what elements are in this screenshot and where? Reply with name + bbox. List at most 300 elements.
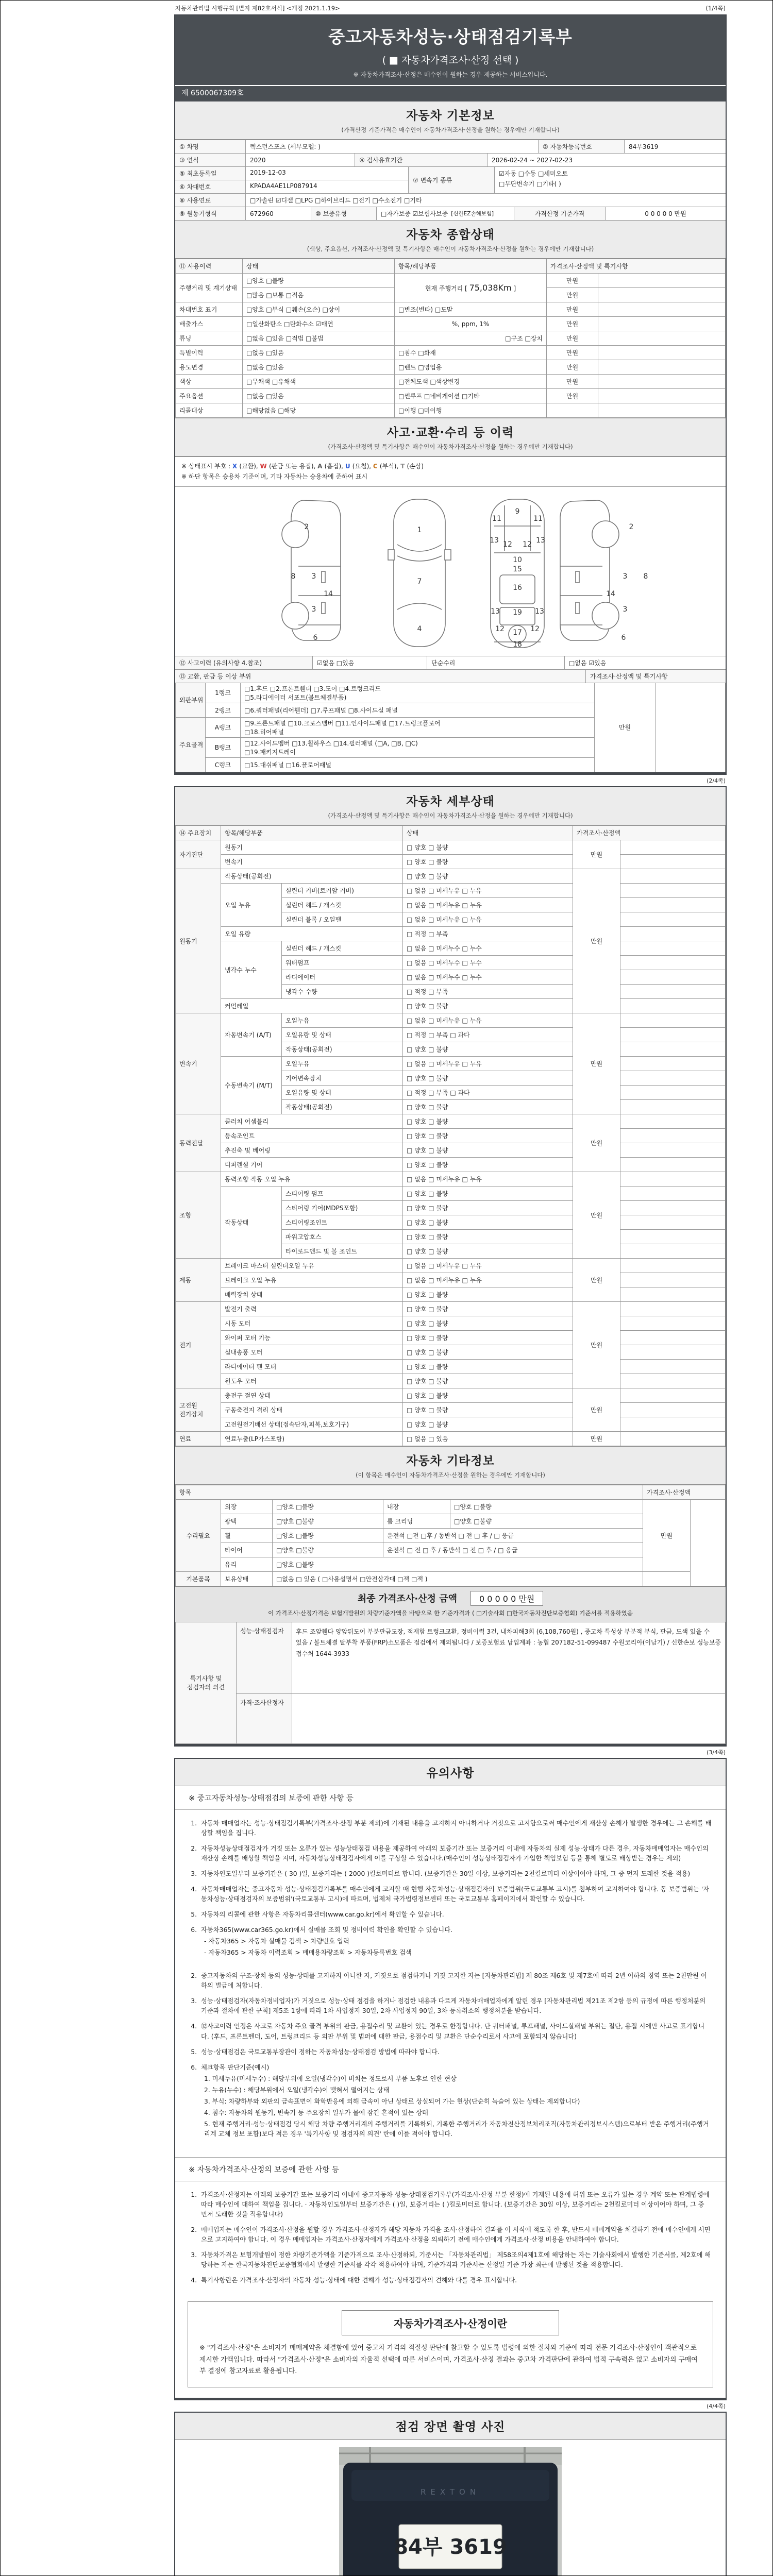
detail-subitem: 냉각수 수량: [282, 984, 403, 998]
notice-text: ⑫사고이력 인정은 사고로 자동차 주요 골격 부위의 판금, 용접수리 및 교환이 있는 경우로 한정합니다. 단 쿼터패널, 루프패널, 사이드실패널 부위는 절단, 용접 시에만 사고로 표기합니다. (후드, 프론트펜더, 도어, 트렁크리드 등 외판 부위 및 범퍼에 대한 판금, 용접수리 및 교환은 단순수리로서 사고에 포함되지 않습니다): [201, 2023, 705, 2040]
detail-note: [620, 1157, 726, 1172]
detail-note: [620, 1056, 726, 1071]
rank-1-parts[interactable]: □1.후드 □2.프론트휀더 □3.도어 □4.트렁크리드 □5.라디에이터 서포트(볼트체결부품): [241, 683, 595, 703]
detail-note: [620, 1359, 726, 1374]
notice-number: 4.: [191, 2023, 197, 2030]
notices-s2-title: ※ 자동차가격조사·산정의 보증에 관한 사항 등: [175, 2157, 726, 2181]
rank-1-label: 1랭크: [206, 683, 241, 703]
detail-note: [620, 883, 726, 897]
detail-subitem: 워터펌프: [282, 955, 403, 970]
detail-note: [620, 1316, 726, 1330]
misc-interior-state[interactable]: □양호 □불량: [450, 1499, 643, 1514]
special-history-state[interactable]: □없음 □있음: [243, 346, 395, 360]
document: [174, 0, 727, 2576]
detail-item: 와이퍼 모터 기능: [221, 1330, 403, 1345]
accident-history-state[interactable]: ☑없음 □있음: [313, 656, 427, 669]
notice-number: 2.: [191, 1844, 197, 1852]
diagram-part-number: 3: [311, 605, 316, 614]
diagram-part-number: 6: [313, 633, 318, 642]
vin-value: KPADA4AE1LP087914: [250, 182, 317, 190]
detail-state-options[interactable]: □ 없음 □ 미세누유 □ 누유: [403, 1013, 573, 1027]
detail-state-options[interactable]: □ 양호 □ 불량: [403, 1114, 573, 1128]
mileage-note-2: [598, 288, 726, 302]
detail-state-options[interactable]: □ 양호 □ 불량: [403, 1417, 573, 1431]
section-comp-header: [175, 220, 726, 259]
detail-note: [620, 1013, 726, 1027]
misc-holding-state[interactable]: □없음 □ 있음 ( □사용설명서 □안전삼각대 □잭 □잭 ): [273, 1571, 643, 1586]
notice-number: 6.: [191, 2063, 197, 2071]
transmission-options-2[interactable]: □무단변속기 □기타( ): [499, 180, 561, 188]
detail-item: 실내송풍 모터: [221, 1345, 403, 1359]
detail-state-options[interactable]: □ 양호 □ 불량: [403, 1345, 573, 1359]
misc-col-price: 가격조사·산정액: [643, 1485, 726, 1499]
section-accident-header: [175, 418, 726, 456]
detail-state-options[interactable]: □ 양호 □ 불량: [403, 998, 573, 1013]
detail-item: 시동 모터: [221, 1316, 403, 1330]
comprehensive-state-table: [175, 259, 726, 418]
legend-code-W: W: [260, 463, 269, 470]
gas-values: %, ppm, 1%: [395, 317, 547, 331]
rank-c-parts[interactable]: □15.대쉬패널 □16.플로어패널: [241, 757, 595, 772]
mileage-current: 현재 주행거리 [ 75,038Km ]: [395, 274, 547, 302]
vin-mark-state[interactable]: □양호 □부식 □훼손(오손) □상이: [243, 302, 395, 317]
rank-2-label: 2랭크: [206, 703, 241, 717]
mileage-label: 주행거리 및 계기상태: [176, 274, 243, 302]
detail-group-연료: 연료: [176, 1431, 221, 1446]
notices-title: 유의사항: [426, 1766, 475, 1780]
diagram-part-number: 7: [417, 577, 422, 586]
misc-exterior-state[interactable]: □양호 □불량: [273, 1499, 383, 1514]
diagram-part-number: 9: [515, 507, 520, 516]
detail-item: 변속기: [221, 854, 403, 869]
diagram-part-number: 16: [513, 583, 522, 592]
detail-state-options[interactable]: □ 없음 □ 미세누수 □ 누수: [403, 941, 573, 955]
detail-note: [620, 840, 726, 854]
detail-state-options[interactable]: □ 양호 □ 불량: [403, 1157, 573, 1172]
notice-number: 6.: [191, 1926, 197, 1934]
color-state[interactable]: □무채색 □유채색: [243, 375, 395, 389]
detail-state-options[interactable]: □ 양호 □ 불량: [403, 1071, 573, 1085]
law-header: 자동차관리법 시행규칙 [별지 제82호서식] <개정 2021.1.19>: [175, 5, 340, 12]
detail-price: 만원: [573, 1013, 620, 1114]
vin-mark-item[interactable]: □변조(변타) □도말: [395, 302, 547, 317]
fuel-label: ⑧ 사용연료: [175, 194, 246, 207]
mileage-state-1[interactable]: □양호 □불량: [243, 274, 395, 288]
car-name-value: 렉스턴스포츠 (세부모델: ): [246, 140, 539, 153]
detail-state-options[interactable]: □ 없음 □ 있음: [403, 1431, 573, 1446]
transmission-options-1[interactable]: ☑자동 □수동 □세미오토: [499, 170, 568, 177]
notices-s1-title: ※ 중고자동차성능·상태점검의 보증에 관한 사항 등: [175, 1786, 726, 1810]
detail-note: [620, 1244, 726, 1258]
comp-col-item: 항목/해당부품: [395, 259, 547, 274]
law-header-line: [174, 3, 727, 14]
notice-number: 2.: [191, 2226, 197, 2234]
detail-state-options[interactable]: □ 없음 □ 미세누유 □ 누유: [403, 1258, 573, 1273]
doc-number: 제 6500067309호: [175, 86, 726, 101]
section-detail-header: [175, 787, 726, 825]
detail-state-options[interactable]: □ 없음 □ 미세누수 □ 누수: [403, 955, 573, 970]
mileage-value: 75,038Km: [469, 283, 512, 293]
detail-item: 작동상태(공회전): [221, 869, 403, 883]
section-misc-header: [175, 1446, 726, 1485]
page-marker-3: (3/4쪽): [707, 1749, 726, 1756]
comp-col-state: 상태: [243, 259, 395, 274]
diagram-part-number: 12: [523, 540, 532, 549]
doc-title-sub: ( ■ 자동차가격조사·산정 선택 ): [382, 55, 519, 66]
detail-state-options[interactable]: □ 없음 □ 미세누유 □ 누유: [403, 912, 573, 926]
detail-state-options[interactable]: □ 양호 □ 불량: [403, 1143, 573, 1157]
notice-item: [189, 1910, 712, 1920]
notice-text: 성능·상태점검은 국토교통부장관이 정하는 자동차성능·상태점검 방법에 따라야 합니다.: [201, 2048, 440, 2056]
detail-item: 브레이크 마스터 실린더오일 누유: [221, 1258, 403, 1273]
misc-basic-price: [643, 1571, 691, 1586]
detail-state-options[interactable]: □ 없음 □ 미세누유 □ 누유: [403, 897, 573, 912]
detail-item: 발전기 출력: [221, 1301, 403, 1316]
notice-text: 자동차매매업자는 중고자동차 성능·상태점검기록부를 매수인에게 고지할 때 현행 자동차성능·상태점검자의 보증범위(국토교통부 고시)를 첨부하여 고지하여야 합니다. 동 보증범위는 '자동차성능·상태점검자의 보증범위'(국토교통부 고시)에 따르며, 법제처 국가법령정보센터 또는 국토교통부 홈페이지에서 확인할 수 있습니다.: [201, 1886, 710, 1903]
detail-note: [620, 1085, 726, 1099]
detail-subitem: 기어변속장치: [282, 1071, 403, 1085]
fuel-options[interactable]: □가솔린 ☑디젤 □LPG □하이브리드 □전기 □수소전기 □기타: [250, 197, 422, 204]
detail-note: [620, 1258, 726, 1273]
detail-state-options[interactable]: □ 적정 □ 부족 □ 과다: [403, 1027, 573, 1042]
year-value: 2020: [246, 154, 355, 166]
rank-2-parts[interactable]: □6.쿼터패널(리어휀더) □7.루프패널 □8.사이드실 패널: [241, 703, 595, 717]
recall-state[interactable]: □해당없음 □해당: [243, 403, 395, 418]
detail-item: 브레이크 오일 누유: [221, 1273, 403, 1287]
misc-polish-state[interactable]: □양호 □불량: [273, 1514, 383, 1528]
detail-state-options[interactable]: □ 양호 □ 불량: [403, 1316, 573, 1330]
detail-note: [620, 912, 726, 926]
diagram-part-number: 12: [530, 624, 540, 633]
notice-item: [189, 1971, 712, 1991]
misc-tire-state[interactable]: □양호 □불량: [273, 1543, 383, 1557]
detail-note: [620, 1128, 726, 1143]
detail-state-options[interactable]: □ 없음 □ 미세누유 □ 누유: [403, 1172, 573, 1186]
rank-header-row: [175, 669, 726, 683]
simple-repair-state[interactable]: □없음 ☑있음: [569, 659, 607, 667]
detail-state-options[interactable]: □ 양호 □ 불량: [403, 1200, 573, 1215]
vin-mark-note: [598, 302, 726, 317]
detail-state-options[interactable]: □ 양호 □ 불량: [403, 1388, 573, 1402]
detail-item-group: 자동변속기 (A/T): [221, 1013, 282, 1056]
misc-group-repair: 수리필요: [176, 1499, 221, 1571]
legend-label: (손상): [407, 463, 424, 470]
basic-row-5: [175, 207, 726, 220]
inspection-value: 2026-02-24 ~ 2027-02-23: [492, 156, 573, 164]
misc-price: 만원: [643, 1499, 691, 1571]
notices-s2-list: [175, 2181, 726, 2293]
final-price-note[interactable]: 이 가격조사·산정가격은 보험개발원의 차량기준가액을 바탕으로 한 기준가격과 ( □기술사회 □한국자동차진단보증협회) 기준서를 적용하였음: [268, 1609, 633, 1617]
recall-item[interactable]: □이행 □미이행: [395, 403, 547, 418]
detail-state-options[interactable]: □ 양호 □ 불량: [403, 1301, 573, 1316]
detail-state-options[interactable]: □ 적정 □ 부족: [403, 984, 573, 998]
diagram-part-number: 14: [324, 589, 333, 598]
legend-code-U: U: [345, 463, 352, 470]
final-price-strip: [175, 1586, 726, 1622]
appraiser-opinion: [292, 1693, 726, 1743]
detail-note: [620, 1330, 726, 1345]
section-misc-title: 자동차 기타정보: [406, 1454, 495, 1468]
notice-item: [189, 2063, 712, 2139]
notice-number: 4.: [191, 1886, 197, 1893]
car-name-label: ① 차명: [175, 140, 246, 153]
detail-note: [620, 998, 726, 1013]
detail-state-options[interactable]: □ 없음 □ 미세누유 □ 누유: [403, 883, 573, 897]
misc-table: [175, 1485, 726, 1586]
notice-text: 자동차성능상태점검자가 거짓 또는 오류가 있는 성능상태점검 내용을 제공하여 아래의 보증기간 또는 보증거리 이내에 자동차의 실제 성능·상태가 다른 경우, 자동차매매업자는 매수인의 재산상 손해를 배상할 책임을 지며, 자동차성능상태점검자에게 이를 구상할 수 있습니다.(매수인이 성능상태점검자가 가입한 책임보험 등을 통해 별도로 배상받는 경우는 제외): [201, 1844, 709, 1862]
svg-text:REXTON: REXTON: [420, 2487, 481, 2497]
detail-state-options[interactable]: □ 양호 □ 불량: [403, 1287, 573, 1301]
rank-group-frame: 주요골격: [176, 717, 206, 772]
detail-col-item: 항목/해당부품: [221, 825, 403, 840]
detail-item: 추진축 및 베어링: [221, 1143, 403, 1157]
notice-item: [189, 2250, 712, 2270]
detail-note: [620, 984, 726, 998]
legend-line: [181, 461, 719, 471]
detail-state-options[interactable]: □ 양호 □ 불량: [403, 869, 573, 883]
inspector-opinion: 후드 조앞휀다 양앞뒤도어 부분판금도장, 적재함 트렁크교환, 정비이력 3건, 내차피해3회 (6,108,760원) , 중고차 특성상 부분적 부식, 판금, 도색 있을 수 있음 / 볼트체결 탈부착 부품(FRP)소모품은 점검에서 제외됩니다 / 보증보험료 납입계좌 : 농협 207182-51-099487 수원코리아(이남기) / 신한손보 성능보증 접수처 1644-3933: [292, 1622, 726, 1693]
warranty-label: ⑩ 보증유형: [311, 207, 377, 220]
notice-text: 매매업자는 매수인이 가격조사·산정을 원할 경우 가격조사·산정자가 해당 자동차 가격을 조사·산정하여 결과를 이 서식에 적도록 한 후, 반드시 매매계약을 체결하기 전에 매수인에게 서면으로 고지하여야 합니다. 이 경우 매매업자는 가격조사·산정자에게 가격조사·산정을 의뢰하기 전에 매수인에게 가격조사·산정 비용을 안내하여야 합니다.: [201, 2226, 711, 2244]
rank-b-label: B랭크: [206, 737, 241, 757]
tuning-label: 튜닝: [176, 331, 243, 346]
notice-text: 자동차 매매업자는 성능·상태점검기록부(가격조사·산정 부분 제외)에 기재된 내용을 고지하지 아니하거나 거짓으로 고지함으로써 매수인에게 재산상 손해가 발생한 경우에는 그 손해를 배상할 책임을 집니다.: [201, 1819, 712, 1837]
section-basic-title: 자동차 기본정보: [406, 109, 495, 123]
notice-subtext: 5. 현재 주행거리·성능·상태점검 당시 해당 차량 주행거리계의 주행거리를 기록하되, 기록한 주행거리가 자동차전산정보처리조직(자동차관리정보시스템)으로부터 받은 주행거리(주행거리계 교체 정보 포함)보다 적은 경우 '특기사항 및 점검자의 의견' 란에 이를 적어야 합니다.: [204, 2120, 709, 2138]
sheet-3: [174, 1758, 727, 2400]
detail-note: [620, 1027, 726, 1042]
detail-note: [620, 926, 726, 941]
detail-state-options[interactable]: □ 양호 □ 불량: [403, 1374, 573, 1388]
detail-subitem: 실린더 커버(로커암 커버): [282, 883, 403, 897]
color-item[interactable]: □전체도색 □색상변경: [395, 375, 547, 389]
notice-item: [189, 1869, 712, 1879]
notice-text: 특기사항란은 가격조사·산정자의 자동차 성능·상태에 대한 견해가 성능·상태점검자의 견해와 다를 경우 표시합니다.: [201, 2277, 517, 2284]
detail-note: [620, 1229, 726, 1244]
detail-item: 원동기: [221, 840, 403, 854]
misc-wheel-state[interactable]: □양호 □불량: [273, 1528, 383, 1543]
base-price-label: 가격산정 기준가격: [514, 207, 606, 220]
detail-price: 만원: [573, 1258, 620, 1301]
section-comp-subtitle: (색상, 주요옵션, 가격조사·산정액 및 특기사항은 매수인이 자동차가격조사·산정을 원하는 경우에만 기재합니다): [307, 245, 594, 252]
detail-note: [620, 1301, 726, 1316]
notice-text: 중고자동차의 구조·장치 등의 성능·상태를 고지하지 아니한 자, 거짓으로 점검하거나 거짓 고지한 자는 [자동차관리법] 제 80조 제6호 및 제7호에 따라 2년 이하의 징역 또는 2천만원 이하의 벌금에 처합니다.: [201, 1972, 707, 1990]
detail-subitem: 스티어링 펌프: [282, 1186, 403, 1200]
legend-label: (흠집),: [324, 463, 345, 470]
misc-group-basic: 기본품목: [176, 1571, 221, 1586]
options-item[interactable]: □썬루프 □네비게이션 □기타: [395, 389, 547, 403]
photos-title: 점검 장면 촬영 사진: [395, 2420, 506, 2434]
accident-history-row: [175, 656, 726, 669]
section-accident-subtitle: (가격조사·산정액 및 특기사항은 매수인이 자동차가격조사·산정을 원하는 경우에만 기재합니다): [328, 443, 573, 450]
detail-item-group: 작동상태: [221, 1186, 282, 1258]
detail-item: 연료누출(LP가스포함): [221, 1431, 403, 1446]
options-price: 만원: [547, 389, 598, 403]
detail-note: [620, 1200, 726, 1215]
legend-label: (부식),: [379, 463, 401, 470]
detail-note: [620, 854, 726, 869]
diagram-part-number: 17: [513, 628, 522, 637]
detail-group-조향: 조향: [176, 1172, 221, 1258]
detail-note: [620, 1143, 726, 1157]
usage-change-item[interactable]: □렌트 □영업용: [395, 360, 547, 375]
detail-state-options[interactable]: □ 양호 □ 불량: [403, 840, 573, 854]
engine-type-label: ⑨ 원동기형식: [175, 207, 246, 220]
special-history-item[interactable]: □침수 □화재: [395, 346, 547, 360]
diagram-part-number: 8: [643, 572, 648, 581]
car-diagram-svg: [216, 490, 685, 651]
mileage-state-2[interactable]: □많음 □보통 □적음: [243, 288, 395, 302]
page-marker-1: (1/4쪽): [705, 5, 726, 12]
detail-group-제동: 제동: [176, 1258, 221, 1301]
detail-note: [620, 941, 726, 955]
misc-glass-state[interactable]: □양호 □불량: [273, 1557, 643, 1571]
page-marker-2: (2/4쪽): [707, 777, 726, 784]
tuning-item[interactable]: □구조 □장치: [395, 331, 547, 346]
inspection-photos: [175, 2440, 726, 2576]
options-label: 주요옵션: [176, 389, 243, 403]
section-basic-header: [175, 101, 726, 140]
detail-state-options[interactable]: □ 적정 □ 부족: [403, 926, 573, 941]
gas-state[interactable]: □일산화탄소 □탄화수소 ☑매연: [243, 317, 395, 331]
detail-col-device: ⑭ 주요장치: [176, 825, 221, 840]
usage-change-state[interactable]: □없음 □있음: [243, 360, 395, 375]
comp-col-use: ⑪ 사용이력: [176, 259, 243, 274]
diagram-part-number: 12: [495, 624, 505, 633]
detail-note: [620, 1431, 726, 1446]
rank-a-parts[interactable]: □9.프론트패널 □10.크로스멤버 □11.인사이드패널 □17.트렁크플로어 □18.리어패널: [241, 717, 595, 737]
basic-row-4: [175, 193, 726, 207]
detail-subitem: 파워고압호스: [282, 1229, 403, 1244]
detail-state-options[interactable]: □ 양호 □ 불량: [403, 1042, 573, 1056]
notice-item: [189, 2225, 712, 2245]
notice-item: [189, 2276, 712, 2285]
detail-state-options[interactable]: □ 양호 □ 불량: [403, 1128, 573, 1143]
notice-text: 자동차인도일부터 보증기간은 ( 30 )일, 보증거리는 ( 2000 )킬로미터로 합니다. (보증기간은 30일 이상, 보증거리는 2천킬로미터 이상이어야 하며, 그 중 먼저 도래한 것을 적용): [201, 1870, 691, 1877]
recall-price: [547, 403, 598, 418]
tuning-state[interactable]: □없음 □있음 □적법 □불법: [243, 331, 395, 346]
detail-state-options[interactable]: □ 양호 □ 불량: [403, 1402, 573, 1417]
rank-title: ⑬ 교환, 판금 등 이상 부위: [175, 670, 586, 683]
detail-item: 윈도우 모터: [221, 1374, 403, 1388]
detail-state-options[interactable]: □ 양호 □ 불량: [403, 1215, 573, 1229]
section-misc-subtitle: (이 항목은 매수인이 자동차가격조사·산정을 원하는 경우에만 기재합니다): [356, 1471, 545, 1479]
detail-state-options[interactable]: □ 양호 □ 불량: [403, 1099, 573, 1114]
detail-state-options[interactable]: □ 없음 □ 미세누유 □ 누유: [403, 1273, 573, 1287]
basic-row-3: [175, 166, 726, 193]
usage-change-label: 용도변경: [176, 360, 243, 375]
notice-item: [189, 1819, 712, 1838]
detail-subitem: 타이로드엔드 및 볼 조인트: [282, 1244, 403, 1258]
detail-subitem: 작동상태(공회전): [282, 1042, 403, 1056]
diagram-part-number: 8: [291, 572, 296, 581]
detail-subitem: 실린더 블록 / 오일팬: [282, 912, 403, 926]
legend-label: (판금 또는 용접),: [268, 463, 318, 470]
basic-info-table: [175, 140, 726, 220]
detail-state-options[interactable]: □ 양호 □ 불량: [403, 1330, 573, 1345]
rank-note: [656, 683, 726, 772]
transmission-label: ⑦ 변속기 종류: [409, 167, 495, 193]
diagram-part-number: 10: [513, 555, 522, 564]
rank-b-parts[interactable]: □12.사이드멤버 □13.휠하우스 □14.필러패널 (□A, □B, □C) □19.패키지트레이: [241, 737, 595, 757]
price-info-box-title: 자동차가격조사·산정이란: [342, 2310, 559, 2335]
car-damage-diagram: [175, 486, 726, 656]
detail-state-options[interactable]: □ 양호 □ 불량: [403, 1359, 573, 1374]
notice-item: [189, 1885, 712, 1904]
first-reg-value: 2019-12-03: [250, 169, 286, 176]
special-history-price: 만원: [547, 346, 598, 360]
detail-item: 커먼레일: [221, 998, 403, 1013]
detail-note: [620, 1417, 726, 1431]
detail-item-group: 냉각수 누수: [221, 941, 282, 998]
detail-state-options[interactable]: □ 양호 □ 불량: [403, 1186, 573, 1200]
section-accident-title: 사고·교환·수리 등 이력: [386, 426, 514, 439]
detail-group-동력전달: 동력전달: [176, 1114, 221, 1172]
detail-note: [620, 1042, 726, 1056]
diagram-part-number: 3: [623, 605, 628, 614]
detail-state-options[interactable]: □ 없음 □ 미세누유 □ 누유: [403, 1056, 573, 1071]
misc-interior-label: 내장: [383, 1499, 450, 1514]
diagram-part-number: 3: [623, 572, 628, 581]
detail-price: 만원: [573, 1301, 620, 1388]
rank-c-label: C랭크: [206, 757, 241, 772]
diagram-part-number: 2: [629, 522, 634, 531]
detail-state-options[interactable]: □ 없음 □ 미세누수 □ 누수: [403, 970, 573, 984]
detail-col-price: 가격조사·산정액: [573, 825, 726, 840]
warranty-options[interactable]: □자가보증 ☑보험사보증: [381, 210, 448, 217]
notice-number: 4.: [191, 2277, 197, 2284]
vin-mark-price: 만원: [547, 302, 598, 317]
detail-item: 클러치 어셈블리: [221, 1114, 403, 1128]
detail-note: [620, 1186, 726, 1200]
detail-state-options[interactable]: □ 양호 □ 불량: [403, 1244, 573, 1258]
usage-change-price: 만원: [547, 360, 598, 375]
misc-cleaning-state[interactable]: □양호 □불량: [450, 1514, 643, 1528]
misc-note: [691, 1499, 726, 1586]
detail-state-table: [175, 825, 726, 1446]
misc-tire-extra[interactable]: 운전석 □ 전 □ 후 / 동반석 □ 전 □ 후 / □ 응급: [383, 1543, 643, 1557]
options-state[interactable]: □없음 □있음: [243, 389, 395, 403]
diagram-part-number: 12: [503, 540, 512, 549]
diagram-part-number: 1: [417, 526, 422, 534]
gas-price: 만원: [547, 317, 598, 331]
diagram-part-number: 13: [535, 607, 544, 616]
detail-note: [620, 1114, 726, 1128]
price-info-box: [188, 2301, 713, 2387]
notice-text: 성능·상태점검자(자동차정비업자)가 거짓으로 성능·상태 점검을 하거나 점검한 내용과 다르게 자동차매매업자에게 알린 경우 [자동차관리법 제21조 제2항 등의 규정에 따른 행정처분의 기준과 절차에 관한 규칙] 제5조 1항에 따라 1차 사업정지 30일, 2차 사업정지 90일, 3차 등록취소의 행정처분을 받습니다.: [201, 1997, 706, 2015]
svg-text:84부 3619: 84부 3619: [394, 2535, 507, 2559]
detail-note: [620, 1388, 726, 1402]
misc-wheel-extra[interactable]: 운전석 □전 □후 / 동반석 □ 전 □ 후 / □ 응급: [383, 1528, 643, 1543]
misc-wheel-label: 휠: [221, 1528, 273, 1543]
detail-note: [620, 897, 726, 912]
diagram-part-number: 13: [491, 607, 500, 616]
diagram-part-number: 19: [513, 608, 522, 617]
detail-state-options[interactable]: □ 양호 □ 불량: [403, 854, 573, 869]
mileage-price-1: 만원: [547, 274, 598, 288]
final-price-label: 최종 가격조사·산정 금액: [357, 1594, 457, 1605]
detail-price: 만원: [573, 1431, 620, 1446]
misc-polish-label: 광택: [221, 1514, 273, 1528]
gas-note: [598, 317, 726, 331]
vin-mark-label: 차대번호 표기: [176, 302, 243, 317]
detail-subitem: 스티어링조인트: [282, 1215, 403, 1229]
detail-item-group: 수동변속기 (M/T): [221, 1056, 282, 1114]
engine-type-value: 672960: [246, 207, 311, 220]
diagram-part-number: 4: [417, 624, 422, 633]
detail-state-options[interactable]: □ 양호 □ 불량: [403, 1229, 573, 1244]
detail-state-options[interactable]: □ 적정 □ 부족 □ 과다: [403, 1085, 573, 1099]
